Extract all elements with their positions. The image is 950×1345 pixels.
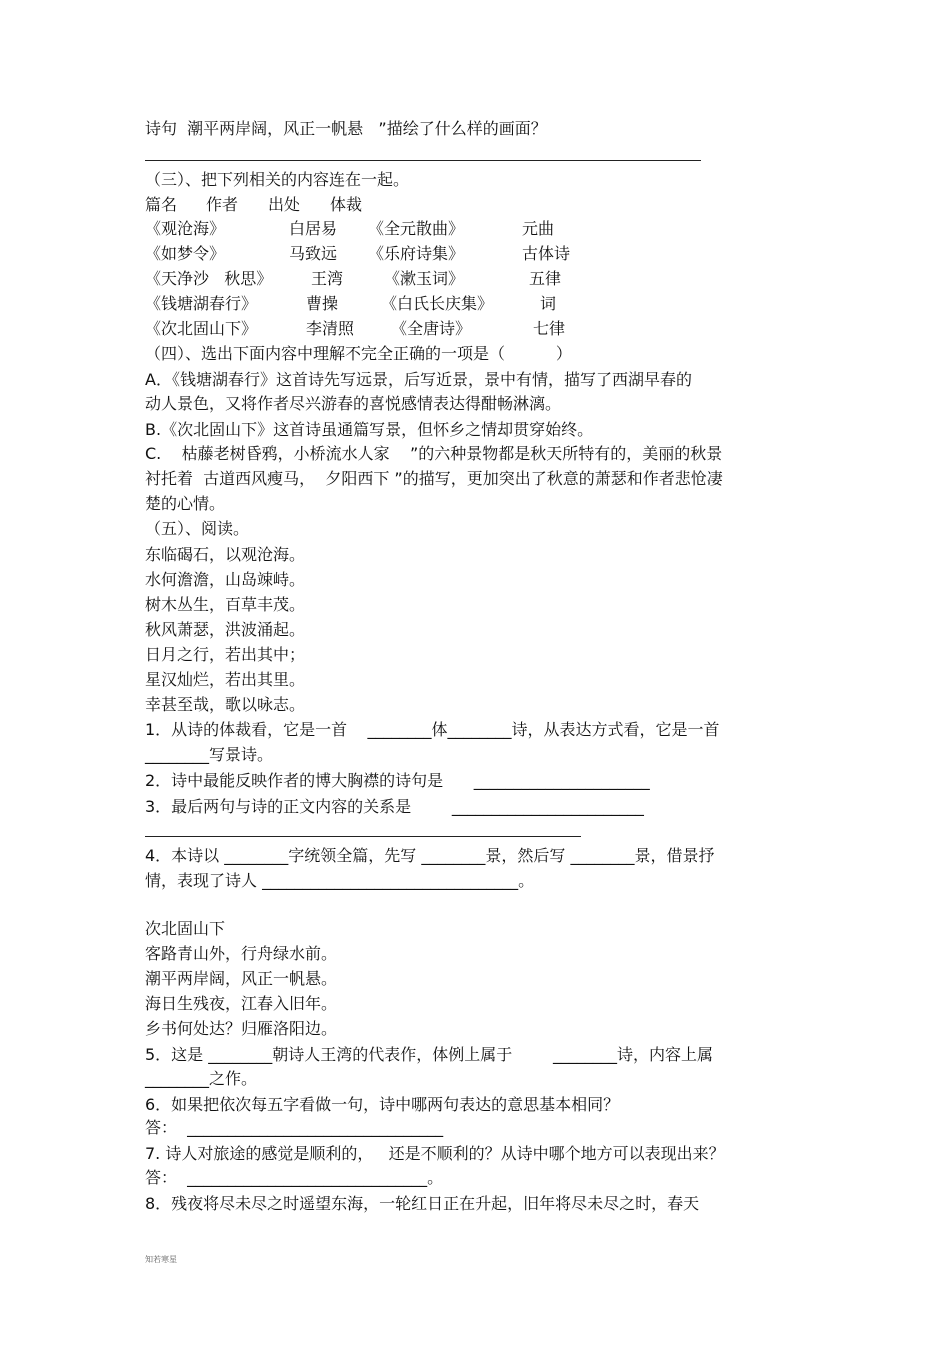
option-a-line-2: 动人景色，又将作者尽兴游春的喜悦感情表达得酣畅淋漓。 [145,394,562,413]
source-name: 《白氏长庆集》 [381,294,494,313]
question-7: 7. 诗人对旅途的感觉是顺利的， 还是不顺利的？从诗中哪个地方可以表现出来？ [145,1144,725,1163]
author-name: 白居易 [289,219,338,238]
poem-picture-question: 诗句 潮平两岸阔，风正一帆悬 ”描绘了什么样的画面？ [145,119,547,138]
question-2: 2．诗中最能反映作者的博大胸襟的诗句是 ______________________ [145,771,650,790]
question-5-line-1: 5．这是 ________朝诗人王湾的代表作，体例上属于 ________诗，内容上属 [145,1045,713,1064]
genre-name: 元曲 [522,219,555,238]
source-name: 《全元散曲》 [368,219,465,238]
poem-line: 东临碣石，以观沧海。 [145,545,306,564]
poem-line: 潮平两岸阔，风正一帆悬。 [145,969,338,988]
author-name: 马致远 [289,244,338,263]
genre-name: 五律 [529,269,562,288]
poem-line: 海日生残夜，江春入旧年。 [145,994,338,1013]
header-title: 篇名 [145,195,178,214]
question-1-line-1: 1．从诗的体裁看，它是一首 ________体________诗，从表达方式看，它是一首 [145,720,720,739]
question-3: 3．最后两句与诗的正文内容的关系是 ________________________ [145,797,644,816]
poem-line: 树木丛生，百草丰茂。 [145,595,306,614]
answer-line [145,160,701,161]
question-4-line-2: 情，表现了诗人 ________________________________。 [145,871,535,890]
question-1-line-2: ________写景诗。 [145,745,274,764]
option-c-line-2: 衬托着 古道西风瘦马， 夕阳西下 ”的描写，更加突出了秋意的萧瑟和作者悲怆凄 [145,469,723,488]
header-source: 出处 [268,195,301,214]
poem-title: 《钱塘湖春行》 [145,294,258,313]
poem-2-title: 次北固山下 [145,919,226,938]
option-a-line-1: A．《钱塘湖春行》这首诗先写远景，后写近景，景中有情，描写了西湖早春的 [145,370,692,389]
header-genre: 体裁 [330,195,363,214]
poem-title: 《观沧海》 [145,219,226,238]
poem-line: 乡书何处达？归雁洛阳边。 [145,1019,338,1038]
section-4-title: （四）、选出下面内容中理解不完全正确的一项是（ ） [145,344,572,363]
source-name: 《乐府诗集》 [368,244,465,263]
header-author: 作者 [206,195,239,214]
answer-line [145,836,581,837]
genre-name: 七律 [533,319,566,338]
option-b: B.《次北固山下》这首诗虽通篇写景，但怀乡之情却贯穿始终。 [145,420,594,439]
option-c-line-1: C. 枯藤老树昏鸦，小桥流水人家 ”的六种景物都是秋天所特有的，美丽的秋景 [145,444,723,463]
question-8: 8．残夜将尽未尽之时遥望东海，一轮红日正在升起，旧年将尽未尽之时，春天 [145,1194,700,1213]
question-7-answer: 答： ______________________________。 [145,1168,444,1187]
page-footer: 知若寒星 [145,1255,177,1264]
option-c-line-3: 楚的心情。 [145,494,226,513]
source-name: 《全唐诗》 [391,319,472,338]
poem-line: 日月之行，若出其中； [145,645,306,664]
poem-line: 星汉灿烂，若出其里。 [145,670,306,689]
author-name: 曹操 [306,294,339,313]
question-6-answer: 答： ________________________________ [145,1118,444,1137]
author-name: 王湾 [311,269,344,288]
poem-line: 水何澹澹，山岛竦峙。 [145,570,306,589]
poem-line: 客路青山外，行舟绿水前。 [145,944,338,963]
poem-title: 《如梦令》 [145,244,226,263]
question-6: 6．如果把依次每五字看做一句，诗中哪两句表达的意思基本相同？ [145,1095,620,1114]
question-4-line-1: 4．本诗以 ________字统领全篇，先写 ________景，然后写 ________景，借景抒 [145,846,715,865]
author-name: 李清照 [306,319,355,338]
poem-title: 《次北固山下》 [145,319,258,338]
poem-line: 秋风萧瑟，洪波涌起。 [145,620,306,639]
poem-line: 幸甚至哉，歌以咏志。 [145,695,306,714]
section-5-title: （五）、阅读。 [145,519,250,538]
section-3-title: （三）、把下列相关的内容连在一起。 [145,170,410,189]
genre-name: 古体诗 [522,244,571,263]
genre-name: 词 [540,294,557,313]
poem-title: 《天净沙 秋思》 [145,269,273,288]
source-name: 《漱玉词》 [384,269,465,288]
question-5-line-2: ________之作。 [145,1069,258,1088]
